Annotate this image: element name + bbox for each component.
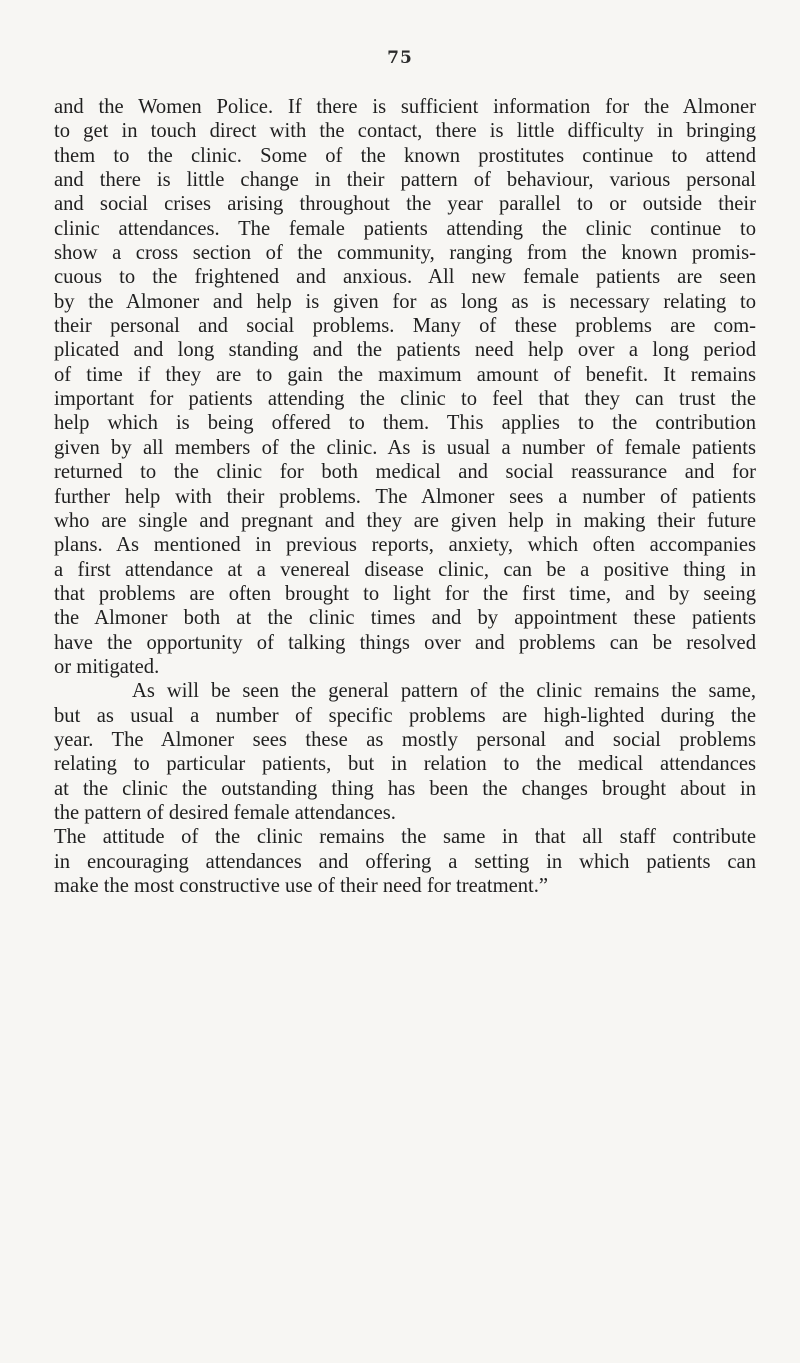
paragraph-3 xyxy=(54,825,756,898)
text-line: plicated and long standing and the patients need help over a long period xyxy=(54,339,756,362)
text-line: or mitigated. xyxy=(54,655,160,678)
text-line: the pattern of desired female attendances. xyxy=(54,801,396,824)
text-line: at the clinic the outstanding thing has been the changes brought about in xyxy=(54,777,756,800)
text-line: a first attendance at a venereal disease clinic, can be a positive thing in xyxy=(54,558,756,581)
text-line: year. The Almoner sees these as mostly personal and social problems xyxy=(54,728,756,751)
text-line: The attitude of the clinic remains the same in that all staff contribute xyxy=(54,826,756,849)
text-line: relating to particular patients, but in relation to the medical attendances xyxy=(54,753,756,776)
paragraph-2 xyxy=(54,679,756,825)
text-line: who are single and pregnant and they are given help in making their future xyxy=(54,509,756,532)
text-line: but as usual a number of specific problems are high-lighted during the xyxy=(54,704,756,727)
text-line: show a cross section of the community, ranging from the known promis- xyxy=(54,242,756,265)
text-line: important for patients attending the clinic to feel that they can trust the xyxy=(54,388,756,411)
text-line: and social crises arising throughout the year parallel to or outside their xyxy=(54,193,756,216)
text-line: the Almoner both at the clinic times and by appointment these patients xyxy=(54,607,756,630)
text-line: clinic attendances. The female patients attending the clinic continue to xyxy=(54,217,756,240)
text-line: plans. As mentioned in previous reports, anxiety, which often accompanies xyxy=(54,534,756,557)
text-line: in encouraging attendances and offering a setting in which patients can xyxy=(54,850,756,873)
text-line: of time if they are to gain the maximum amount of benefit. It remains xyxy=(54,363,756,386)
text-line: help which is being offered to them. This applies to the contribution xyxy=(54,412,756,435)
text-line: them to the clinic. Some of the known prostitutes continue to attend xyxy=(54,144,756,167)
text-line: As will be seen the general pattern of the clinic remains the same, xyxy=(132,680,756,703)
text-line: returned to the clinic for both medical and social reassurance and for xyxy=(54,461,756,484)
text-line: that problems are often brought to light for the first time, and by seeing xyxy=(54,582,756,605)
text-line: and the Women Police. If there is sufficient information for the Almoner xyxy=(54,96,756,118)
text-line: given by all members of the clinic. As is usual a number of female patients xyxy=(54,436,756,459)
text-line: further help with their problems. The Almoner sees a number of patients xyxy=(54,485,756,508)
text-line: have the opportunity of talking things over and problems can be resolved xyxy=(54,631,756,654)
text-line: cuous to the frightened and anxious. All new female patients are seen xyxy=(54,266,756,289)
text-line: their personal and social problems. Many of these problems are com- xyxy=(54,315,756,338)
paragraph-1 xyxy=(54,95,756,679)
text-line: to get in touch direct with the contact, there is little difficulty in bringing xyxy=(54,120,756,143)
text-line: and there is little change in their pattern of behaviour, various personal xyxy=(54,169,756,192)
body-text xyxy=(54,95,756,898)
text-line: by the Almoner and help is given for as long as is necessary relating to xyxy=(54,290,756,313)
page-number: 75 xyxy=(387,48,413,68)
text-line: make the most constructive use of their need for treatment.” xyxy=(54,875,549,897)
